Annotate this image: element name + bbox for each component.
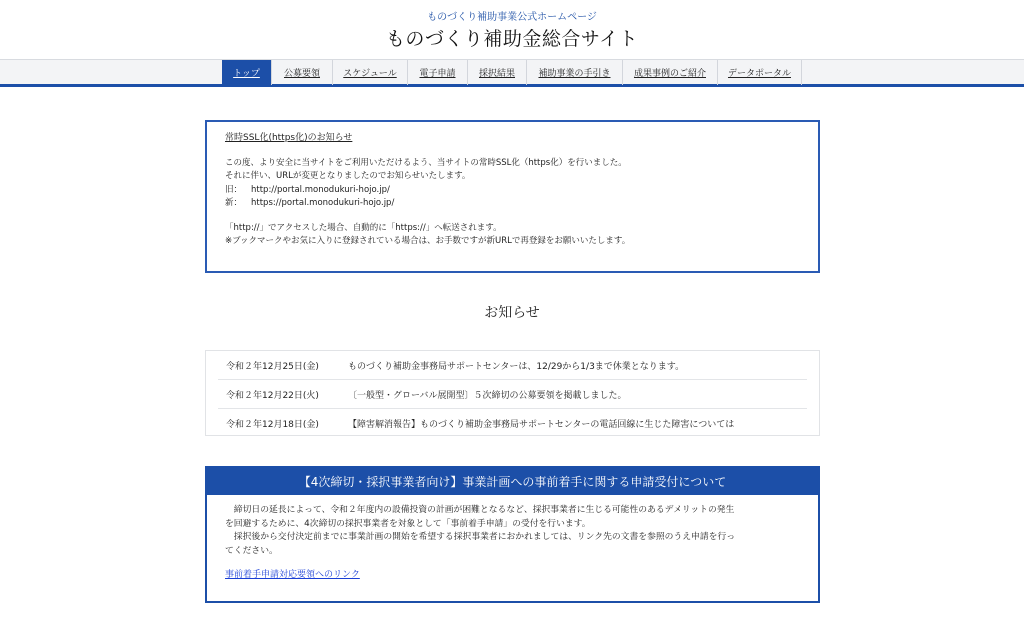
feature-para1-line2: を回避するために、4次締切の採択事業者を対象として「事前着手申請」の受付を行います。 xyxy=(225,518,591,529)
news-text[interactable]: 【障害解消報告】ものづくり補助金事務局サポートセンターの電話回線に生じた障害については xyxy=(348,420,735,430)
site-header xyxy=(0,0,1024,59)
nav-item-tebiki[interactable]: 補助事業の手引き xyxy=(527,60,623,85)
nav-item-top[interactable]: トップ xyxy=(222,60,272,85)
feature-para2-line1: 採択後から交付決定前までに事業計画の開始を希望する採択事業者におかれましては、リンク先の文書を参照のうえ申請を行っ xyxy=(233,532,736,542)
feature-para2-line2: てください。 xyxy=(225,545,278,556)
news-list[interactable] xyxy=(205,350,820,436)
ssl-notice-line1: この度、より安全に当サイトをご利用いただけるよう、当サイトの常時SSL化（https化）を行いました。 xyxy=(225,157,627,168)
old-url-row xyxy=(225,184,800,198)
ssl-notice-box xyxy=(205,120,820,273)
bookmark-note: ※ブックマークやお気に入りに登録されている場合は、お手数ですが新URLで再登録をお願いいたします。 xyxy=(225,236,631,246)
news-text[interactable]: ものづくり補助金事務局サポートセンターは、12/29から1/3まで休業となります。 xyxy=(348,361,685,372)
new-url-row xyxy=(225,197,800,211)
site-subtitle: ものづくり補助事業公式ホームページ xyxy=(427,12,597,23)
feature-para1-line1: 締切日の延長によって、令和２年度内の設備投資の計画が困難となるなど、採択事業者に生じる可能性のあるデメリットの発生 xyxy=(233,505,735,515)
feature-body xyxy=(207,495,818,592)
feature-title: 【4次締切・採択事業者向け】事業計画への事前着手に関する申請受付について xyxy=(207,468,818,495)
ssl-notice-title: 常時SSL化(https化)のお知らせ xyxy=(225,133,353,143)
nav-item-schedule[interactable]: スケジュール xyxy=(333,60,408,85)
nav-item-jirei[interactable]: 成果事例のご紹介 xyxy=(623,60,718,85)
old-url-label: 旧： xyxy=(225,184,243,195)
new-url-label: 新： xyxy=(225,198,243,208)
news-date: 令和２年12月25日(金) xyxy=(226,361,319,372)
feature-notice-box xyxy=(205,466,820,603)
news-item[interactable] xyxy=(218,351,807,380)
ssl-notice-line2: それに伴い、URLが変更となりましたのでお知らせいたします。 xyxy=(225,171,471,181)
jizen-chakushu-link[interactable]: 事前着手申請対応要領へのリンク xyxy=(225,570,360,580)
new-url: https://portal.monodukuri-hojo.jp/ xyxy=(251,198,395,208)
news-text[interactable]: 〔一般型・グローバル展開型〕５次締切の公募要領を掲載しました。 xyxy=(348,390,627,401)
global-nav xyxy=(222,60,802,85)
old-url: http://portal.monodukuri-hojo.jp/ xyxy=(251,184,390,195)
nav-item-koubo-youryou[interactable]: 公募要領 xyxy=(272,60,333,85)
news-heading: お知らせ xyxy=(484,305,540,321)
news-item[interactable] xyxy=(218,380,807,409)
news-item[interactable] xyxy=(218,409,807,436)
redirect-note: 「http://」でアクセスした場合、自動的に「https://」へ転送されます。 xyxy=(225,222,502,233)
news-date: 令和２年12月22日(火) xyxy=(226,390,319,401)
nav-item-saitaku-kekka[interactable]: 採択結果 xyxy=(468,60,527,85)
news-date: 令和２年12月18日(金) xyxy=(226,420,319,430)
nav-item-denshi-shinsei[interactable]: 電子申請 xyxy=(408,60,468,85)
nav-item-data-portal[interactable]: データポータル xyxy=(718,60,802,85)
site-title[interactable]: ものづくり補助金総合サイト xyxy=(385,28,639,50)
global-nav-bar xyxy=(0,59,1024,87)
